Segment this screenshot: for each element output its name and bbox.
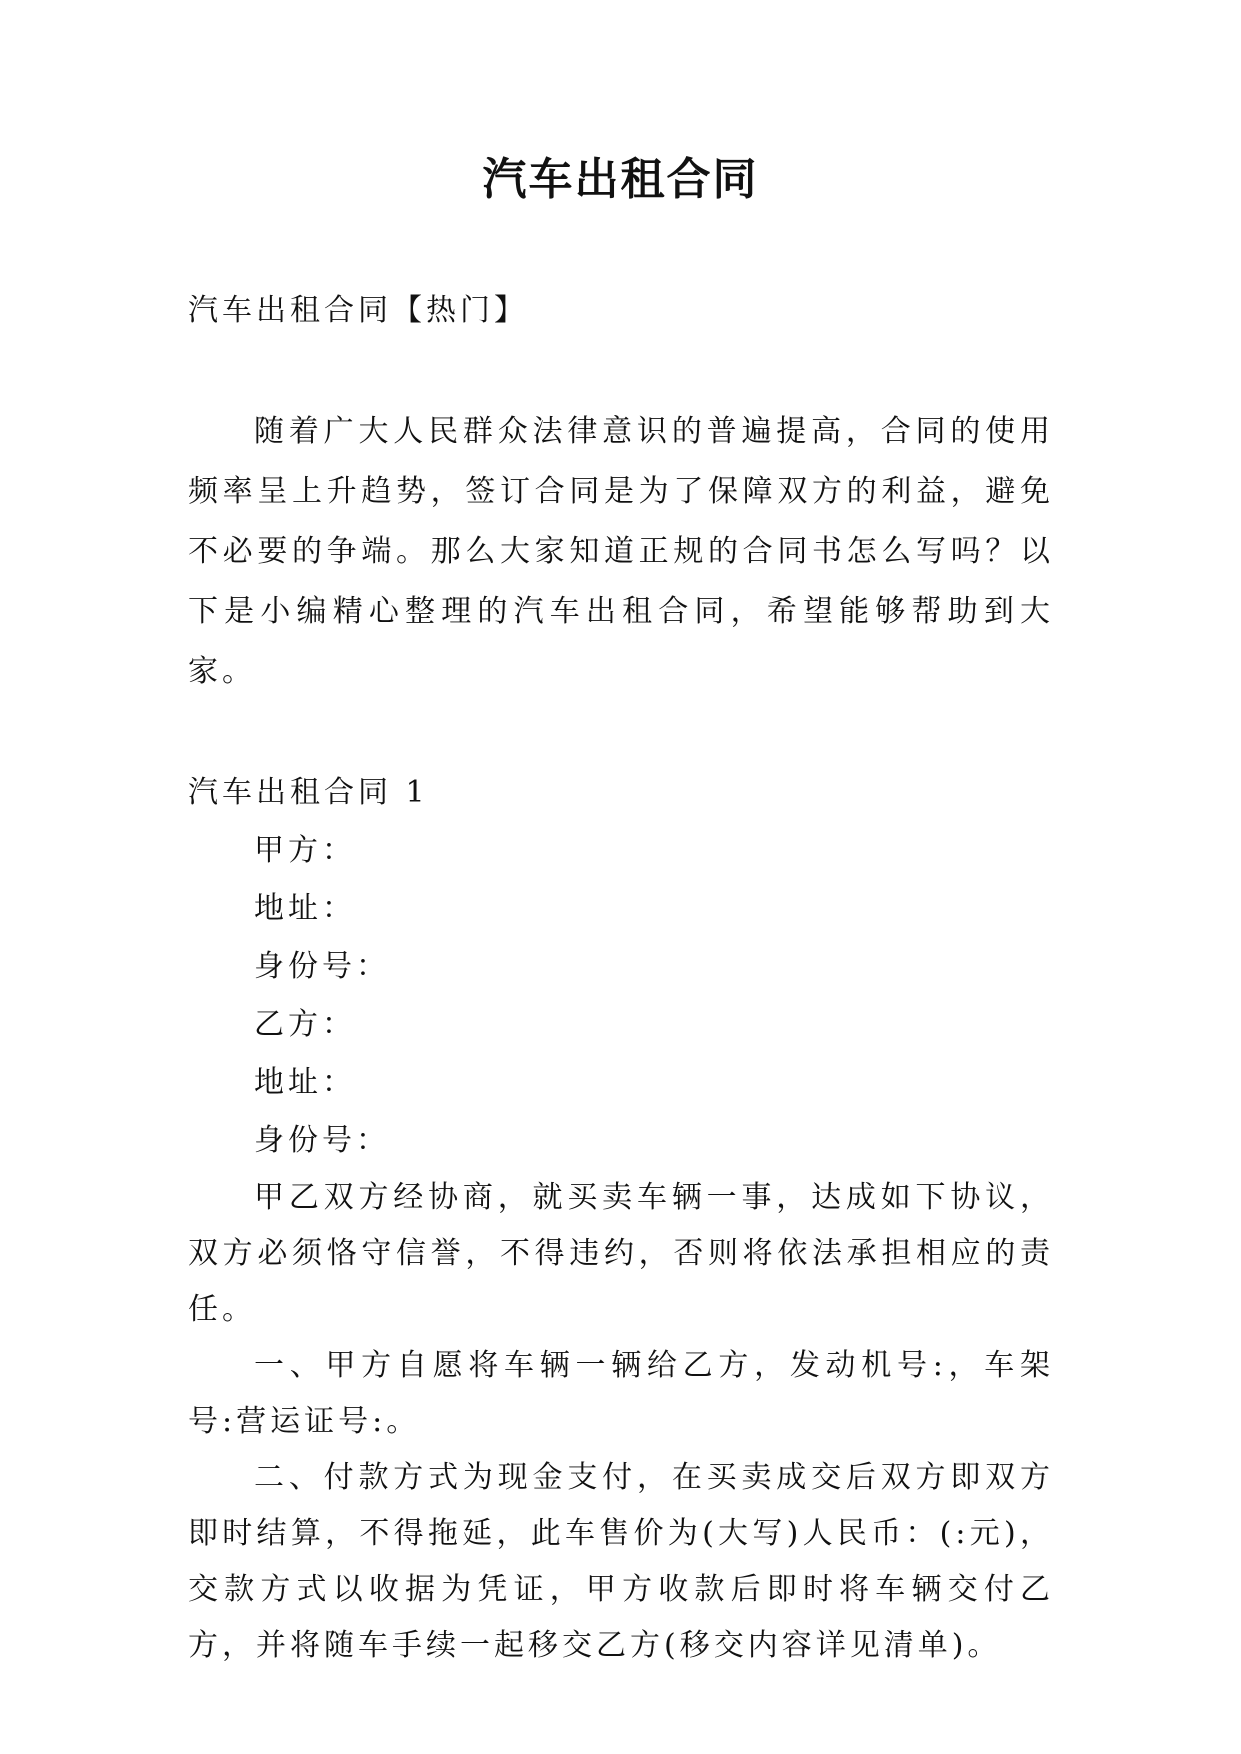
clause-one: 一、甲方自愿将车辆一辆给乙方，发动机号:，车架号:营运证号:。 (188, 1348, 1054, 1439)
party-a-address-label: 地址： (254, 891, 356, 926)
party-b-label: 乙方： (254, 1007, 356, 1042)
section-title: 汽车出租合同 1 (188, 775, 429, 810)
clause-two: 二、付款方式为现金支付，在买卖成交后双方即双方即时结算，不得拖延，此车售价为(大写)人民币：(:元)，交款方式以收据为凭证，甲方收款后即时将车辆交付乙方，并将随车手续一起移交乙方(移交内容详见清单)。 (188, 1460, 1054, 1663)
document-body (188, 282, 1054, 1674)
intro-paragraph: 随着广大人民群众法律意识的普遍提高，合同的使用频率呈上升趋势，签订合同是为了保障双方的利益，避免不必要的争端。那么大家知道正规的合同书怎么写吗？以下是小编精心整理的汽车出租合同，希望能够帮助到大家。 (188, 414, 1054, 689)
party-a-id-label: 身份号： (254, 949, 390, 984)
party-b-address-label: 地址： (254, 1065, 356, 1100)
agreement-preamble: 甲乙双方经协商，就买卖车辆一事，达成如下协议，双方必须恪守信誉，不得违约，否则将依法承担相应的责任。 (188, 1180, 1054, 1327)
document-title: 汽车出租合同 (482, 154, 759, 205)
party-b-id-label: 身份号： (254, 1123, 390, 1158)
document-subtitle: 汽车出租合同【热门】 (188, 293, 528, 328)
party-a-label: 甲方： (254, 833, 356, 868)
